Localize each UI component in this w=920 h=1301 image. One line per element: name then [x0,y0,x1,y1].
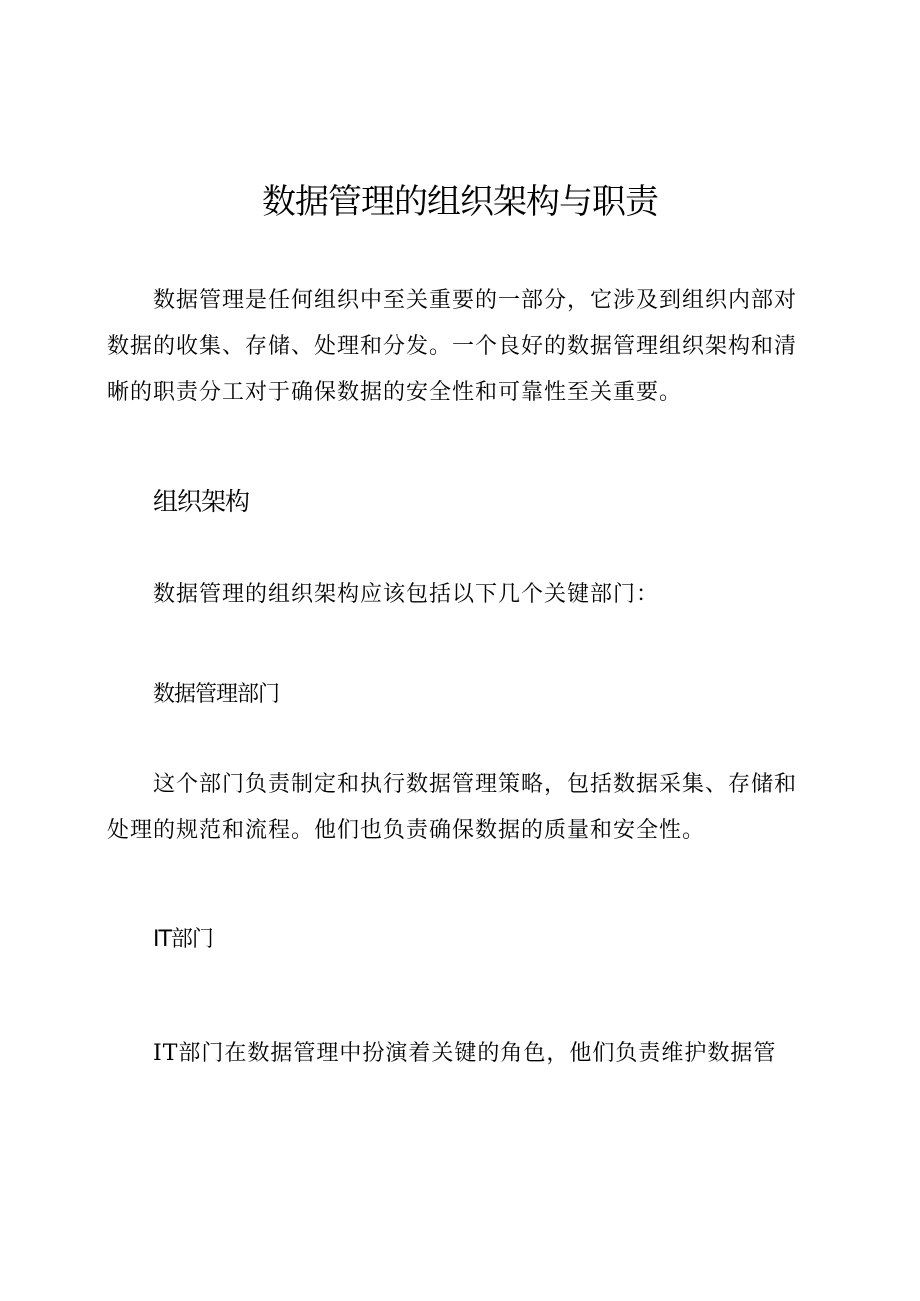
subsection-heading-data-management: 数据管理部门 [153,682,280,707]
intro-paragraph: 数据管理是任何组织中至关重要的一部分，它涉及到组织内部对数据的收集、存储、处理和分发。一个良好的数据管理组织架构和清晰的职责分工对于确保数据的安全性和可靠性至关重要。 [107,288,798,405]
org-paragraph: 数据管理的组织架构应该包括以下几个关键部门： [153,582,660,607]
page-title: 数据管理的组织架构与职责 [262,182,658,222]
it-paragraph: IT部门在数据管理中扮演着关键的角色，他们负责维护数据管 [153,1041,777,1066]
section-heading-org: 组织架构 [153,487,250,516]
subsection-heading-it: IT部门 [153,927,213,952]
data-management-paragraph: 这个部门负责制定和执行数据管理策略，包括数据采集、存储和处理的规范和流程。他们也负责确保数据的质量和安全性。 [107,772,798,843]
